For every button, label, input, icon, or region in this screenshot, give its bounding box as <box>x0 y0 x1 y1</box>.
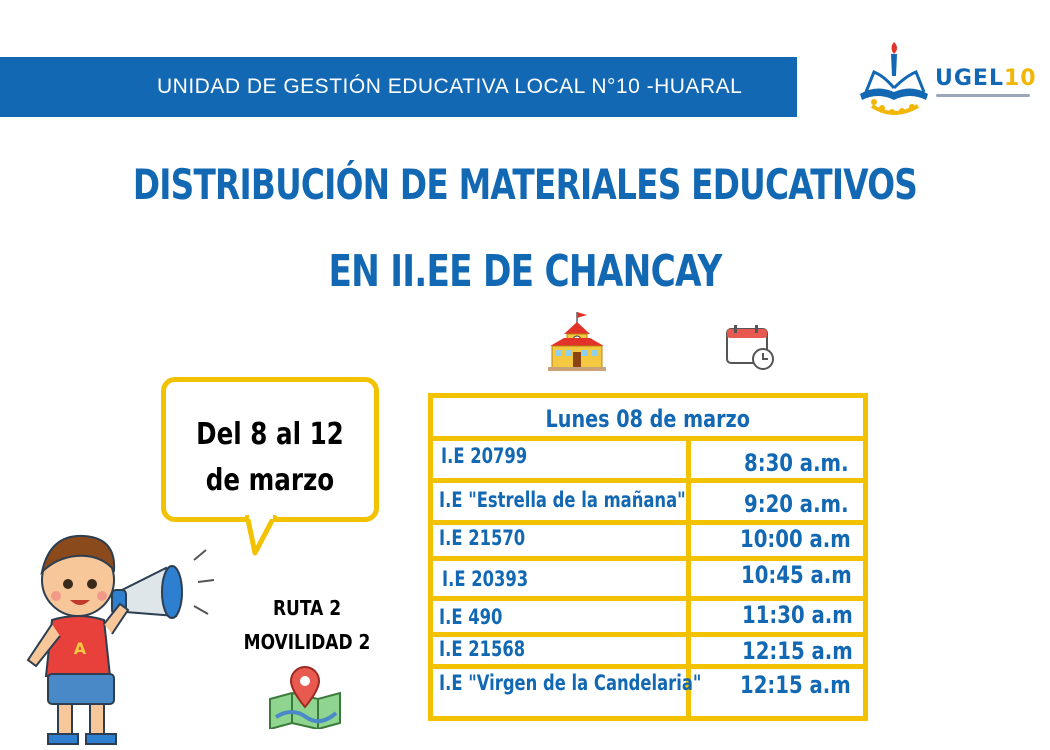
vehicle-label: MOVILIDAD 2 <box>243 630 371 654</box>
time-cell <box>696 525 863 556</box>
delivery-time: 12:15 a.m <box>742 637 853 665</box>
delivery-time: 8:30 a.m. <box>744 449 849 477</box>
table-row <box>433 556 863 596</box>
time-cell <box>696 637 863 664</box>
schedule-table <box>428 393 868 721</box>
school-name: I.E 21570 <box>439 526 526 550</box>
school-cell <box>433 601 691 632</box>
logo-wordmark <box>935 66 1037 91</box>
bubble-tail <box>245 515 285 557</box>
table-row <box>433 664 863 716</box>
time-cell <box>696 441 863 478</box>
table-row <box>433 478 863 520</box>
date-range-text: Del 8 al 12 de marzo <box>196 417 344 498</box>
time-cell <box>696 561 863 596</box>
time-cell <box>696 483 863 520</box>
school-cell <box>433 561 691 596</box>
header-banner <box>0 57 797 117</box>
time-cell <box>696 669 863 716</box>
delivery-time: 10:00 a.m <box>740 525 851 553</box>
table-row <box>433 436 863 478</box>
logo-text: UGEL <box>935 66 1004 91</box>
banner-title: UNIDAD DE GESTIÓN EDUCATIVA LOCAL N°10 -HUARAL <box>157 75 743 98</box>
schedule-day-header <box>433 398 863 436</box>
delivery-time: 12:15 a.m <box>740 671 851 699</box>
logo-number: 10 <box>1003 66 1037 91</box>
date-speech-bubble <box>161 377 379 522</box>
page-title-line-2: EN II.EE DE CHANCAY <box>328 246 722 297</box>
delivery-time: 11:30 a.m <box>742 601 853 629</box>
route-label: RUTA 2 <box>272 596 342 620</box>
boy-with-megaphone-illustration <box>16 520 226 750</box>
school-name: I.E 20799 <box>441 444 528 468</box>
school-name: I.E 21568 <box>439 637 526 661</box>
school-cell <box>433 637 691 664</box>
table-row <box>433 520 863 556</box>
schedule-day: Lunes 08 de marzo <box>545 405 751 433</box>
school-name: I.E 490 <box>439 605 503 629</box>
open-book-torch-logo-icon <box>852 36 938 122</box>
delivery-time: 10:45 a.m <box>741 561 852 589</box>
school-name: I.E "Estrella de la mañana" <box>439 488 686 512</box>
school-cell <box>433 525 691 556</box>
school-cell <box>433 483 691 520</box>
time-cell <box>696 601 863 632</box>
school-name: I.E 20393 <box>442 567 529 591</box>
school-building-icon <box>548 310 606 372</box>
calendar-clock-icon <box>725 323 777 371</box>
svg-text:A: A <box>73 639 87 658</box>
page-title-line-1: DISTRIBUCIÓN DE MATERIALES EDUCATIVOS <box>132 160 918 209</box>
table-row <box>433 632 863 664</box>
school-cell <box>433 441 691 478</box>
logo-subline <box>936 94 1030 97</box>
delivery-time: 9:20 a.m. <box>744 490 849 518</box>
school-name: I.E "Virgen de la Candelaria" <box>439 671 702 695</box>
ugel-logo <box>852 36 1037 122</box>
school-cell <box>433 669 702 716</box>
map-pin-icon <box>268 665 342 729</box>
table-row <box>433 596 863 632</box>
